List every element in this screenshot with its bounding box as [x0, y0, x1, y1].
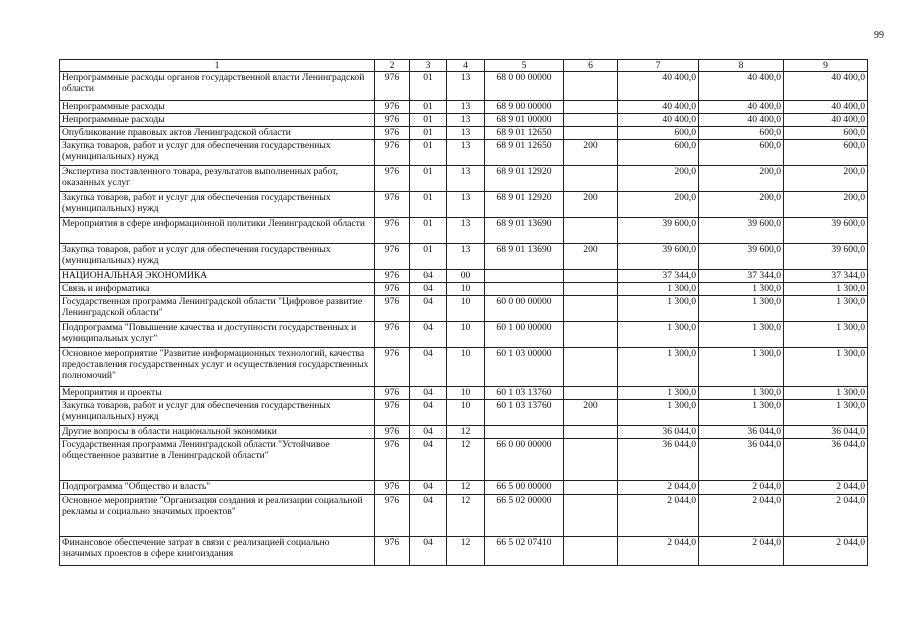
cell-target-article: 66 5 00 00000 [485, 481, 564, 495]
cell-section: 04 [410, 387, 447, 400]
table-row [60, 101, 868, 114]
cell-name: Финансовое обеспечение затрат в связи с реализацией социально значимых проектов в сфере книгоиздания [60, 537, 375, 566]
cell-amount: 40 400,0 [618, 114, 699, 127]
table-row [60, 140, 868, 166]
cell-section: 01 [410, 72, 447, 101]
cell-amount: 2 044,0 [699, 537, 784, 566]
cell-expense-type [564, 495, 618, 537]
cell-section: 04 [410, 322, 447, 348]
cell-amount: 600,0 [784, 140, 868, 166]
cell-amount: 1 300,0 [618, 387, 699, 400]
cell-amount: 40 400,0 [784, 114, 868, 127]
column-header: 9 [784, 60, 868, 72]
cell-code: 976 [375, 322, 410, 348]
cell-subsection: 13 [447, 127, 485, 140]
cell-code: 976 [375, 127, 410, 140]
cell-subsection: 13 [447, 72, 485, 101]
cell-name: Связь и информатика [60, 283, 375, 296]
cell-amount: 1 300,0 [699, 296, 784, 322]
cell-name: Закупка товаров, работ и услуг для обеспечения государственных (муниципальных) нужд [60, 192, 375, 218]
table-row [60, 495, 868, 537]
cell-amount: 36 044,0 [618, 439, 699, 481]
cell-amount: 39 600,0 [699, 244, 784, 270]
cell-amount: 39 600,0 [784, 218, 868, 244]
cell-section: 04 [410, 270, 447, 283]
cell-section: 01 [410, 101, 447, 114]
column-header: 5 [485, 60, 564, 72]
table-row [60, 72, 868, 101]
cell-subsection: 12 [447, 537, 485, 566]
cell-target-article: 60 1 03 13760 [485, 400, 564, 426]
cell-target-article: 68 9 01 12920 [485, 166, 564, 192]
cell-subsection: 12 [447, 439, 485, 481]
cell-amount: 600,0 [618, 140, 699, 166]
cell-expense-type [564, 439, 618, 481]
cell-code: 976 [375, 72, 410, 101]
cell-amount: 1 300,0 [784, 283, 868, 296]
cell-amount: 1 300,0 [618, 348, 699, 387]
cell-subsection: 12 [447, 426, 485, 439]
cell-amount: 200,0 [618, 192, 699, 218]
cell-code: 976 [375, 192, 410, 218]
cell-amount: 40 400,0 [699, 101, 784, 114]
table-row [60, 481, 868, 495]
cell-amount: 200,0 [699, 166, 784, 192]
cell-expense-type: 200 [564, 244, 618, 270]
cell-target-article: 60 0 00 00000 [485, 296, 564, 322]
table-row [60, 166, 868, 192]
table-row [60, 439, 868, 481]
cell-amount: 1 300,0 [618, 400, 699, 426]
cell-code: 976 [375, 387, 410, 400]
cell-code: 976 [375, 101, 410, 114]
cell-amount: 1 300,0 [618, 283, 699, 296]
cell-name: Мероприятия в сфере информационной политики Ленинградской области [60, 218, 375, 244]
cell-target-article [485, 426, 564, 439]
cell-expense-type [564, 114, 618, 127]
cell-amount: 2 044,0 [618, 481, 699, 495]
cell-expense-type [564, 127, 618, 140]
cell-section: 01 [410, 218, 447, 244]
cell-amount: 36 044,0 [784, 439, 868, 481]
cell-amount: 2 044,0 [618, 537, 699, 566]
cell-amount: 36 044,0 [618, 426, 699, 439]
cell-amount: 36 044,0 [699, 439, 784, 481]
cell-subsection: 13 [447, 140, 485, 166]
cell-amount: 2 044,0 [784, 495, 868, 537]
cell-subsection: 13 [447, 192, 485, 218]
cell-section: 01 [410, 140, 447, 166]
cell-name: Государственная программа Ленинградской области "Устойчивое общественное развитие в Ленинградской области" [60, 439, 375, 481]
cell-code: 976 [375, 140, 410, 166]
column-header: 7 [618, 60, 699, 72]
cell-name: Непрограммные расходы органов государственной власти Ленинградской области [60, 72, 375, 101]
cell-name: Закупка товаров, работ и услуг для обеспечения государственных (муниципальных) нужд [60, 140, 375, 166]
cell-target-article: 66 5 02 07410 [485, 537, 564, 566]
cell-target-article: 68 9 01 12650 [485, 140, 564, 166]
cell-expense-type: 200 [564, 192, 618, 218]
cell-subsection: 12 [447, 495, 485, 537]
cell-target-article [485, 270, 564, 283]
cell-expense-type [564, 481, 618, 495]
cell-amount: 37 344,0 [699, 270, 784, 283]
cell-subsection: 10 [447, 400, 485, 426]
cell-code: 976 [375, 296, 410, 322]
cell-name: Экспертиза поставленного товара, результатов выполненных работ, оказанных услуг [60, 166, 375, 192]
cell-subsection: 10 [447, 296, 485, 322]
cell-subsection: 10 [447, 387, 485, 400]
cell-target-article: 66 0 00 00000 [485, 439, 564, 481]
cell-amount: 40 400,0 [784, 72, 868, 101]
cell-section: 04 [410, 495, 447, 537]
cell-section: 01 [410, 192, 447, 218]
cell-subsection: 10 [447, 322, 485, 348]
table-row [60, 296, 868, 322]
column-header: 4 [447, 60, 485, 72]
cell-target-article: 68 9 00 00000 [485, 101, 564, 114]
cell-name: НАЦИОНАЛЬНАЯ ЭКОНОМИКА [60, 270, 375, 283]
cell-target-article: 68 9 01 00000 [485, 114, 564, 127]
cell-name: Государственная программа Ленинградской области "Цифровое развитие Ленинградской области" [60, 296, 375, 322]
cell-expense-type: 200 [564, 400, 618, 426]
cell-expense-type [564, 537, 618, 566]
cell-amount: 1 300,0 [784, 296, 868, 322]
cell-target-article: 68 9 01 12650 [485, 127, 564, 140]
cell-name: Основное мероприятие "Организация создания и реализации социальной рекламы и социально значимых проектов" [60, 495, 375, 537]
cell-expense-type [564, 387, 618, 400]
budget-table [59, 59, 868, 566]
cell-target-article: 68 0 00 00000 [485, 72, 564, 101]
cell-section: 04 [410, 481, 447, 495]
cell-target-article: 68 9 01 13690 [485, 244, 564, 270]
column-header: 3 [410, 60, 447, 72]
cell-amount: 600,0 [618, 127, 699, 140]
cell-subsection: 13 [447, 244, 485, 270]
cell-subsection: 00 [447, 270, 485, 283]
cell-target-article: 60 1 03 00000 [485, 348, 564, 387]
cell-code: 976 [375, 348, 410, 387]
cell-name: Непрограммные расходы [60, 114, 375, 127]
cell-amount: 40 400,0 [618, 72, 699, 101]
cell-code: 976 [375, 218, 410, 244]
cell-amount: 1 300,0 [699, 348, 784, 387]
cell-amount: 1 300,0 [699, 387, 784, 400]
cell-name: Подпрограмма "Повышение качества и доступности государственных и муниципальных услуг" [60, 322, 375, 348]
cell-target-article: 60 1 00 00000 [485, 322, 564, 348]
cell-target-article: 68 9 01 13690 [485, 218, 564, 244]
cell-amount: 40 400,0 [784, 101, 868, 114]
column-header: 6 [564, 60, 618, 72]
cell-section: 01 [410, 166, 447, 192]
page-number: 99 [874, 30, 884, 41]
cell-code: 976 [375, 166, 410, 192]
cell-amount: 36 044,0 [699, 426, 784, 439]
cell-amount: 1 300,0 [784, 387, 868, 400]
cell-amount: 40 400,0 [699, 72, 784, 101]
cell-amount: 39 600,0 [784, 244, 868, 270]
cell-code: 976 [375, 400, 410, 426]
cell-code: 976 [375, 244, 410, 270]
cell-amount: 1 300,0 [618, 296, 699, 322]
table-row [60, 127, 868, 140]
cell-amount: 1 300,0 [784, 348, 868, 387]
cell-code: 976 [375, 439, 410, 481]
cell-subsection: 13 [447, 166, 485, 192]
cell-subsection: 13 [447, 218, 485, 244]
cell-code: 976 [375, 270, 410, 283]
table-row [60, 114, 868, 127]
table-row [60, 270, 868, 283]
cell-amount: 600,0 [699, 127, 784, 140]
table-row [60, 400, 868, 426]
cell-amount: 37 344,0 [618, 270, 699, 283]
cell-name: Закупка товаров, работ и услуг для обеспечения государственных (муниципальных) нужд [60, 244, 375, 270]
cell-code: 976 [375, 481, 410, 495]
cell-amount: 37 344,0 [784, 270, 868, 283]
cell-name: Другие вопросы в области национальной экономики [60, 426, 375, 439]
cell-name: Подпрограмма "Общество и власть" [60, 481, 375, 495]
cell-section: 04 [410, 296, 447, 322]
cell-name: Закупка товаров, работ и услуг для обеспечения государственных (муниципальных) нужд [60, 400, 375, 426]
cell-expense-type [564, 166, 618, 192]
cell-amount: 600,0 [784, 127, 868, 140]
cell-amount: 2 044,0 [784, 537, 868, 566]
table-body [60, 60, 868, 566]
cell-section: 04 [410, 283, 447, 296]
cell-amount: 600,0 [699, 140, 784, 166]
cell-section: 01 [410, 244, 447, 270]
cell-amount: 40 400,0 [618, 101, 699, 114]
cell-amount: 39 600,0 [618, 244, 699, 270]
cell-amount: 2 044,0 [784, 481, 868, 495]
cell-amount: 2 044,0 [699, 495, 784, 537]
cell-amount: 2 044,0 [618, 495, 699, 537]
cell-name: Непрограммные расходы [60, 101, 375, 114]
cell-subsection: 10 [447, 283, 485, 296]
table-row [60, 537, 868, 566]
cell-amount: 39 600,0 [618, 218, 699, 244]
cell-section: 01 [410, 127, 447, 140]
cell-name: Основное мероприятие "Развитие информационных технологий, качества предоставления государственных услуг и осуществления государственных полномочий" [60, 348, 375, 387]
cell-amount: 1 300,0 [618, 322, 699, 348]
cell-code: 976 [375, 114, 410, 127]
cell-subsection: 10 [447, 348, 485, 387]
cell-name: Мероприятия и проекты [60, 387, 375, 400]
cell-amount: 2 044,0 [699, 481, 784, 495]
cell-expense-type [564, 426, 618, 439]
table-row [60, 244, 868, 270]
cell-amount: 1 300,0 [699, 322, 784, 348]
cell-amount: 1 300,0 [784, 400, 868, 426]
table-row [60, 387, 868, 400]
column-header: 8 [699, 60, 784, 72]
cell-expense-type [564, 101, 618, 114]
table-row [60, 192, 868, 218]
cell-expense-type [564, 348, 618, 387]
cell-section: 01 [410, 114, 447, 127]
cell-expense-type: 200 [564, 140, 618, 166]
column-header: 2 [375, 60, 410, 72]
cell-amount: 1 300,0 [699, 283, 784, 296]
cell-subsection: 13 [447, 114, 485, 127]
cell-section: 04 [410, 348, 447, 387]
cell-target-article [485, 283, 564, 296]
cell-subsection: 13 [447, 101, 485, 114]
table-row [60, 283, 868, 296]
table-row [60, 218, 868, 244]
cell-amount: 40 400,0 [699, 114, 784, 127]
cell-amount: 36 044,0 [784, 426, 868, 439]
cell-amount: 200,0 [784, 166, 868, 192]
cell-amount: 200,0 [784, 192, 868, 218]
cell-amount: 1 300,0 [784, 322, 868, 348]
cell-section: 04 [410, 400, 447, 426]
cell-expense-type [564, 322, 618, 348]
column-header: 1 [60, 60, 375, 72]
cell-subsection: 12 [447, 481, 485, 495]
cell-section: 04 [410, 426, 447, 439]
header-row [60, 60, 868, 72]
cell-expense-type [564, 218, 618, 244]
cell-code: 976 [375, 495, 410, 537]
cell-target-article: 68 9 01 12920 [485, 192, 564, 218]
cell-code: 976 [375, 537, 410, 566]
cell-amount: 39 600,0 [699, 218, 784, 244]
cell-section: 04 [410, 537, 447, 566]
cell-expense-type [564, 72, 618, 101]
cell-target-article: 66 5 02 00000 [485, 495, 564, 537]
cell-name: Опубликование правовых актов Ленинградской области [60, 127, 375, 140]
cell-amount: 200,0 [618, 166, 699, 192]
cell-amount: 1 300,0 [699, 400, 784, 426]
cell-target-article: 60 1 03 13760 [485, 387, 564, 400]
table-row [60, 322, 868, 348]
table-row [60, 426, 868, 439]
cell-expense-type [564, 296, 618, 322]
cell-code: 976 [375, 283, 410, 296]
cell-code: 976 [375, 426, 410, 439]
table-row [60, 348, 868, 387]
cell-section: 04 [410, 439, 447, 481]
cell-expense-type [564, 283, 618, 296]
cell-amount: 200,0 [699, 192, 784, 218]
cell-expense-type [564, 270, 618, 283]
